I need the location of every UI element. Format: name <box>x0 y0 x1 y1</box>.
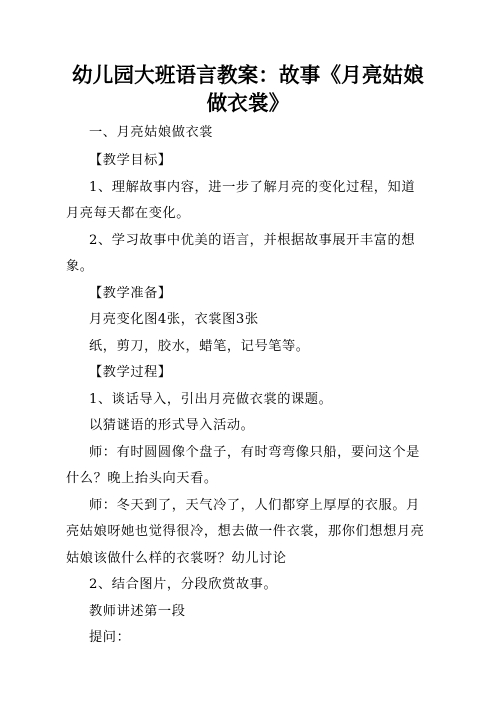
paragraph-line: 月亮每天都在变化。 <box>66 206 191 221</box>
paragraph-line: 教师讲述第一段 <box>89 604 186 619</box>
paragraph-line: 姑娘该做什么样的衣裳呀？幼儿讨论 <box>66 551 287 566</box>
paragraph-line: 师：有时圆圆像个盘子，有时弯弯像只船，要问这个是 <box>89 445 420 460</box>
subheading-teaching-process: 【教学过程】 <box>89 365 172 380</box>
paragraph-line: 1、谈话导入，引出月亮做衣裳的课题。 <box>89 392 333 407</box>
paragraph-line: 师：冬天到了，天气冷了，人们都穿上厚厚的衣服。月 <box>89 498 420 513</box>
subheading-teaching-preparation: 【教学准备】 <box>89 286 172 301</box>
document-title-line-2: 做衣裳》 <box>206 91 290 115</box>
paragraph-line: 亮姑娘呀她也觉得很冷，想去做一件衣裳，那你们想想月亮 <box>66 524 425 539</box>
document-title-line-1: 幼儿园大班语言教案：故事《月亮姑娘 <box>72 63 424 87</box>
paragraph-line: 象。 <box>66 259 94 274</box>
paragraph-line: 以猜谜语的形式导入活动。 <box>89 418 255 433</box>
paragraph-line: 1、理解故事内容，进一步了解月亮的变化过程，知道 <box>89 180 416 195</box>
paragraph-line: 2、学习故事中优美的语言，并根据故事展开丰富的想 <box>89 233 416 248</box>
section-heading: 一、月亮姑娘做衣裳 <box>89 125 214 140</box>
paragraph-line: 提问： <box>89 630 131 645</box>
paragraph-line: 纸，剪刀，胶水，蜡笔，记号笔等。 <box>89 339 310 354</box>
paragraph-line: 2、结合图片，分段欣赏故事。 <box>89 577 278 592</box>
paragraph-line: 月亮变化图4张，衣裳图3张 <box>89 312 259 327</box>
paragraph-line: 什么？晚上抬头向天看。 <box>66 471 218 486</box>
subheading-teaching-goals: 【教学目标】 <box>89 153 172 168</box>
